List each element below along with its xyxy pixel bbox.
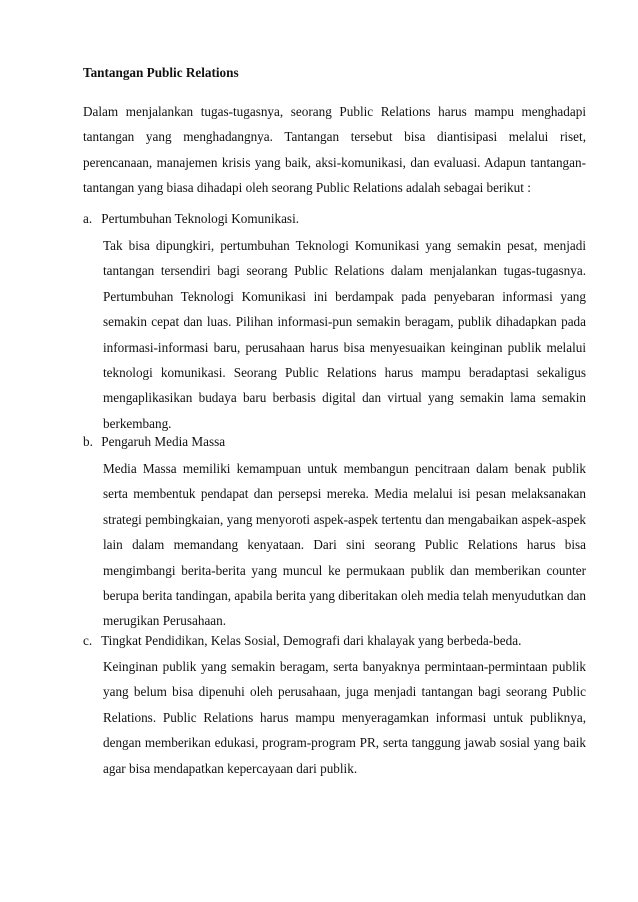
section-a-body: Tak bisa dipungkiri, pertumbuhan Teknologi Komunikasi yang semakin pesat, menjadi tantangan tersendiri bagi seorang Public Relations dalam menjalankan tugas-tugasnya. Pertumbuhan Teknologi Komunikasi ini berdampak pada penyebaran informasi yang semakin cepat dan luas. Pilihan informasi-pun semakin beragam, publik dihadapkan pada informasi-informasi baru, perusahaan harus bisa menyesuaikan keinginan publik melalui teknologi komunikasi. Seorang Public Relations harus mampu beradaptasi sekaligus mengaplikasikan budaya baru berbasis digital dan virtual yang semakin lama semakin berkembang. — [103, 238, 586, 431]
intro-paragraph: Dalam menjalankan tugas-tugasnya, seorang Public Relations harus mampu menghadapi tantangan yang menghadangnya. Tantangan tersebut bisa diantisipasi melalui riset, perencanaan, manajemen krisis yang baik, aksi-komunikasi, dan evaluasi. Adapun tantangan-tantangan yang biasa dihadapi oleh seorang Public Relations adalah sebagai berikut : — [83, 104, 586, 196]
section-a-title: Pertumbuhan Teknologi Komunikasi. — [101, 211, 300, 226]
section-b-marker: b. — [83, 434, 93, 449]
section-a-marker: a. — [83, 211, 93, 226]
document-title: Tantangan Public Relations — [83, 65, 239, 80]
section-b-title: Pengaruh Media Massa — [101, 434, 226, 449]
section-c-marker: c. — [83, 633, 93, 648]
section-a-heading — [83, 210, 299, 228]
section-c-heading — [83, 632, 521, 650]
section-b-heading — [83, 433, 225, 451]
section-b-body: Media Massa memiliki kemampuan untuk membangun pencitraan dalam benak publik serta membentuk pendapat dan persepsi mereka. Media melalui isi pesan melaksanakan strategi pembingkaian, yang menyoroti aspek-aspek tertentu dan mengabaikan aspek-aspek lain dalam memandang kenyataan. Dari sini seorang Public Relations harus bisa mengimbangi berita-berita yang muncul ke permukaan publik dan memberikan counter berupa berita tandingan, apabila berita yang diberitakan oleh media telah menyudutkan dan merugikan Perusahaan. — [103, 461, 586, 629]
section-c-body: Keinginan publik yang semakin beragam, serta banyaknya permintaan-permintaan publik yang belum bisa dipenuhi oleh perusahaan, juga menjadi tantangan bagi seorang Public Relations. Public Relations harus mampu menyeragamkan informasi untuk publiknya, dengan memberikan edukasi, program-program PR, serta tanggung jawab sosial yang baik agar bisa mendapatkan kepercayaan dari publik. — [103, 659, 586, 776]
section-c-title: Tingkat Pendidikan, Kelas Sosial, Demografi dari khalayak yang berbeda-beda. — [101, 633, 522, 648]
